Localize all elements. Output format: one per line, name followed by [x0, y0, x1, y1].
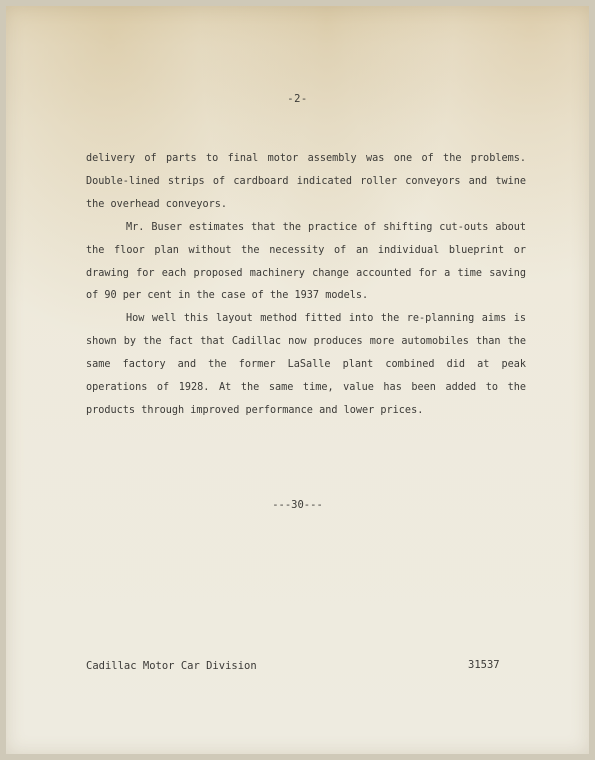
end-mark: ---30---	[272, 499, 323, 511]
body-text	[86, 148, 526, 423]
footer-number: 31537	[468, 659, 500, 671]
paragraph-buser: Mr. Buser estimates that the practice of shifting cut-outs about the floor plan without the necessity of an individual blueprint or drawing for each proposed machinery change accounted for a time saving of 90 per cent in the case of the 1937 models.	[86, 221, 526, 302]
paragraph-continued: delivery of parts to final motor assembly was one of the problems. Double-lined strips of cardboard indicated roller conveyors and twine the overhead conveyors.	[86, 153, 526, 210]
footer-division: Cadillac Motor Car Division	[86, 660, 257, 672]
page-number: -2-	[287, 93, 308, 105]
paragraph-layout-method: How well this layout method fitted into the re-planning aims is shown by the fact that Cadillac now produces more automobiles than the same factory and the former LaSalle plant combined did at peak operations of 1928. At the same time, value has been added to the products through improved performance and lower prices.	[86, 313, 526, 416]
